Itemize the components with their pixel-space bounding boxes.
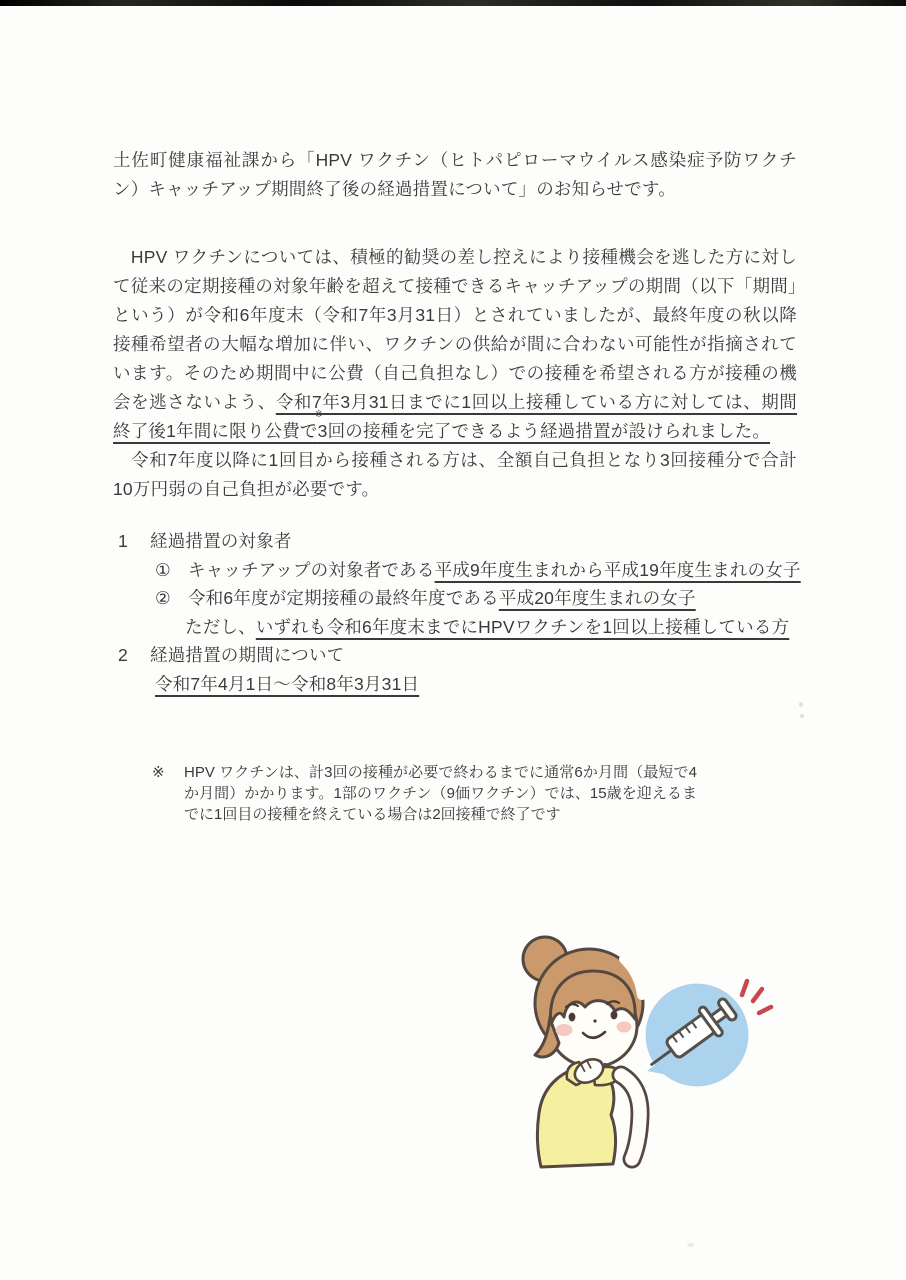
paragraph1-underlined-b <box>314 409 771 441</box>
paragraph1-underlined-a: 令和7年3月31日までに1回以上接種している方に対しては、期間終了後1年間に限り公費で <box>113 392 797 441</box>
period-underlined: 令和7年4月1日～令和8年3月31日 <box>155 673 420 694</box>
intro-paragraph <box>113 146 797 204</box>
section-1-proviso <box>113 613 813 642</box>
girl-character <box>523 937 643 1167</box>
footnote <box>152 762 697 825</box>
body-text <box>113 243 797 504</box>
section-2-number: 2 <box>118 645 128 666</box>
section-1-heading <box>113 527 813 556</box>
section-1-item-1 <box>113 556 813 585</box>
item-1-marker: ① <box>155 559 171 580</box>
footnote-ref-mark: ※ <box>314 409 324 420</box>
paragraph1-normal: HPV ワクチンについては、積極的勧奨の差し控えにより接種機会を逃した方に対して従来の定期接種の対象年齢を超えて接種できるキャッチアップの期間（以下「期間」という）が令和6年度末（令和7年3月31日）とされていましたが、最終年度の秋以降接種希望者の大幅な増加に伴い、ワクチンの供給が間に合わない可能性が指摘されています。そのため期間中に公費（自己負担なし）での接種を希望される方が接種の機会を逃さないよう、 <box>113 247 797 412</box>
item-2-normal: 令和6年度が定期接種の最終年度である <box>188 588 499 609</box>
paragraph2-text: 令和7年度以降に1回目から接種される方は、全額自己負担となり3回接種分で合計10万円弱の自己負担が必要です。 <box>113 450 797 499</box>
section-1-number: 1 <box>118 531 128 551</box>
section-2-title: 経過措置の期間について <box>150 645 345 666</box>
sections-list <box>113 527 813 699</box>
scan-speck <box>687 1243 694 1247</box>
intro-text: 土佐町健康福祉課から「HPV ワクチン（ヒトパピローマウイルス感染症予防ワクチン）キャッチアップ期間終了後の経過措置について」のお知らせです。 <box>113 150 797 199</box>
item-2-underlined: 平成20年度生まれの女子 <box>498 588 696 609</box>
cheek-left <box>556 1024 573 1036</box>
scan-edge-top <box>0 0 906 6</box>
item-1-normal: キャッチアップの対象者である <box>188 559 435 580</box>
body-paragraph-2 <box>113 446 797 504</box>
cheek-right <box>617 1022 632 1033</box>
proviso-underlined: いずれも令和6年度末までにHPVワクチンを1回以上接種している方 <box>255 616 790 637</box>
footnote-text: HPV ワクチンは、計3回の接種が必要で終わるまでに通常6か月間（最短で4か月間）かかります。1部のワクチン（9価ワクチン）では、15歳を迎えるまでに1回目の接種を終えている場合は2回接種で終了です <box>184 764 697 823</box>
item-1-underlined: 平成9年度生まれから平成19年度生まれの女子 <box>434 559 801 580</box>
scan-speck <box>800 714 804 718</box>
section-2-period <box>113 670 813 699</box>
section-2-heading <box>113 641 813 670</box>
speech-bubble <box>641 981 771 1086</box>
emphasis-marks <box>742 981 771 1013</box>
girl-vaccine-illustration <box>481 929 814 1177</box>
paragraph1-underlined-b-text: 3回の接種を完了できるよう経過措置が設けられました。 <box>317 421 771 441</box>
scan-speck <box>799 702 803 707</box>
section-1-title: 経過措置の対象者 <box>150 531 292 551</box>
section-1-item-2 <box>113 584 813 613</box>
item-2-marker: ② <box>155 588 171 609</box>
footnote-marker: ※ <box>152 764 165 781</box>
body-paragraph-1 <box>113 243 797 446</box>
eye-left <box>569 1013 576 1022</box>
proviso-normal: ただし、 <box>185 616 256 637</box>
eye-right <box>611 1011 618 1020</box>
